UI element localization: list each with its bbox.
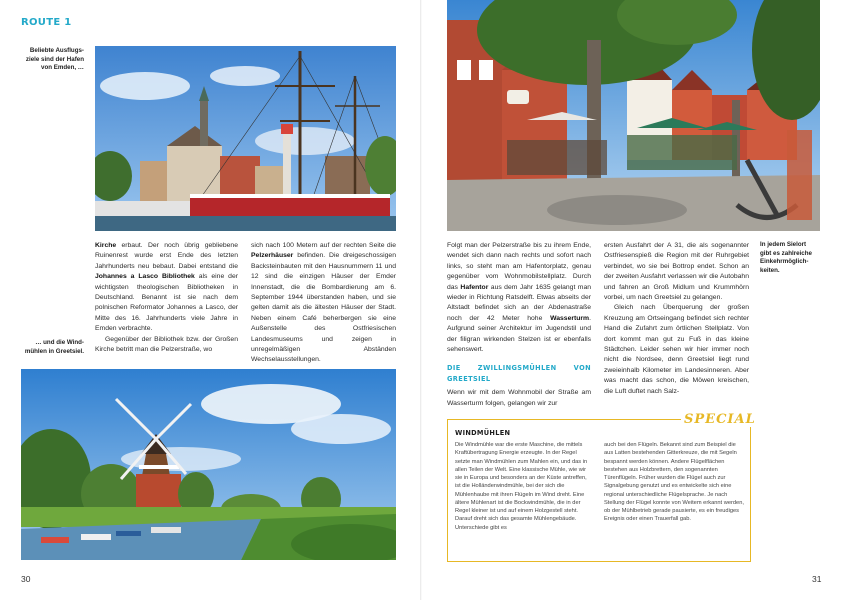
photo-greetsiel-street (447, 0, 820, 231)
right-text-column-2 (604, 241, 749, 397)
special-text-column-1: Die Windmühle war die erste Maschine, die mittels Kraftübertragung Energie erzeugte. In der Regel setzte man Windmühlen zum Mahlen ein, und das in allen Teilen der Welt. Eine klassische Mühle, wie wir sie in Europa und besonders an der Küste antreffen, ist die Holländerwindmühle, bei der sich die Mühlenhaube mit ihren Flügeln im Wind dreht. Eine ältere Mühlenart ist die Bockwindmühle, die in der Regel kleiner ist und auf einem Holzgestell steht. Darauf dreht sich das gesamte Mühlengebäude. Unterschiede gibt es (455, 442, 588, 531)
page-number-right: 31 (812, 574, 822, 584)
left-text-column-2 (251, 241, 396, 366)
special-text-column-2: auch bei den Flügeln. Bekannt sind zum Beispiel die aus Latten bestehenden Gitterkreuze, die mit Segeln bespannt werden können. Andere Flügelflächen bestehen aus Holzbrettern, den sogenannten Türenflügeln. Früher wurden die Flügel auch zur Signalgebung genutzt und es entwickelte sich eine regional unterschiedliche Flügelsprache. Je nach Stellung der Flügel konnte von Weitem erkannt werden, ob der Mühlbetrieb gerade pausierte, es ein freudiges Ereignis oder einen Trauerfall gab. (604, 442, 744, 523)
route-label: ROUTE 1 (21, 17, 72, 28)
paragraph: Gleich nach Überquerung der großen Kreuzung am Ortseingang befindet sich rechter Hand die Zufahrt zum örtlichen Stellplatz. Von dort kommt man gut zu Fuß in das kleine Städtchen. Leider sehen wir hier immer noch nicht die Nordsee, denn Greetsiel liegt rund zweieinhalb Kilometer im Landesinneren. Aber was macht das schon, die Möwen kreischen, die Luft duftet nach Salz- (604, 304, 749, 395)
paragraph: Wenn wir mit dem Wohnmobil der Straße am Wasserturm folgen, gelangen wir zur (447, 389, 591, 407)
margin-note-cafes: In jedem Sielort gibt es zahlreiche Einkehrmöglich- keiten. (760, 241, 812, 274)
paragraph: Kirche erbaut. Der noch übrig gebliebene Ruinenrest wurde erst Ende des letzten Jahrhunderts neu bebaut. Dabei entstand die Johannes a Lasco Bibliothek als eine der wichtigsten theologischen Bibliotheken in Deutschland. Benannt ist sie nach dem polnischen Reformator Johannes a Lasco, der Mitte des 16. Jahrhunderts viele Jahre in Emden verbrachte. (95, 242, 239, 333)
right-text-column-1 (447, 241, 591, 409)
left-text-column-1 (95, 241, 238, 355)
section-heading: DIE ZWILLINGSMÜHLEN VON GREETSIEL (447, 364, 591, 383)
page-gutter (420, 0, 422, 600)
special-title: WINDMÜHLEN (455, 429, 511, 437)
margin-note-windmills: … und die Wind- mühlen in Greetsiel. (24, 339, 84, 355)
special-tag: SPECIAL (681, 412, 759, 427)
paragraph: ersten Ausfahrt der A 31, die als sogenannter Ostfriesenspieß die Region mit der Ruhrgebiet verbindet, wo sie bei Bottrop endet. Schon an der zweiten Ausfahrt verlassen wir die Autobahn und fahren an Groß Midlum und Krummhörn vorbei, um nach Greetsiel zu gelangen. (604, 242, 749, 302)
paragraph: Gegenüber der Bibliothek bzw. der Großen Kirche betritt man die Pelzerstraße, wo (95, 335, 238, 354)
paragraph: sich nach 100 Metern auf der rechten Seite die Pelzerhäuser befinden. Die dreigeschossigen Backsteinbauten mit den Hausnummern 11 und 12 sind die einzigen Häuser der Emder Innenstadt, die die Bombardierung am 6. September 1944 überstanden haben, und sie gelten damit als die ältesten Häuser der Stadt. Neben einem Café beherbergen sie eine Außenstelle des Ostfriesischen Landesmuseums und zeigen in unregelmäßigen Abständen Wechselausstellungen. (251, 242, 396, 364)
margin-note-harbor: Beliebte Ausflugs- ziele sind der Hafen von Emden, … (25, 47, 84, 72)
photo-greetsiel-windmill (21, 369, 396, 560)
photo-emden-harbor (95, 46, 396, 231)
page-number-left: 30 (21, 574, 31, 584)
paragraph: Folgt man der Pelzerstraße bis zu ihrem Ende, wendet sich dann nach rechts und sofort nach links, so steht man am Hafentorplatz, genau gegenüber vom Wohnmobilstellplatz. Durch das Hafentor aus dem Jahr 1635 gelangt man wieder in Richtung Ratsdelft. Etwas abseits der Altstadt befindet sich an der Abdenastraße noch der 42 Meter hohe Wasserturm. Aufgrund seiner Architektur im Jugendstil und der filigran wirkenden Stelzen ist er ebenfalls sehenswert. (447, 242, 592, 354)
